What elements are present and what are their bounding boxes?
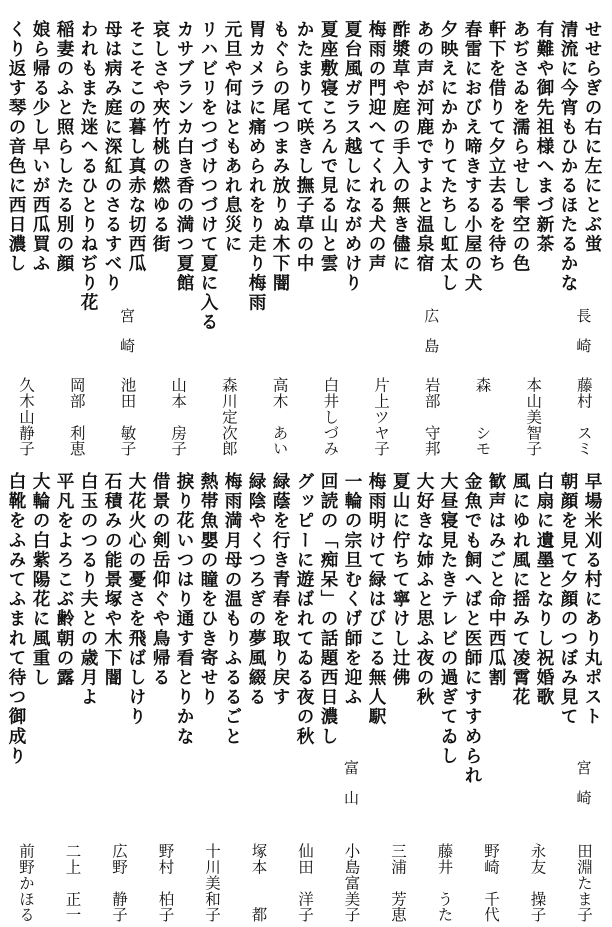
author-columns	[6, 308, 604, 456]
haiku-line: 梅雨満月母の温もりふるるごと	[222, 472, 242, 747]
author-name: 片上ツヤ子	[372, 376, 391, 456]
author-name: 本山美智子	[524, 376, 543, 456]
author-entry	[425, 760, 465, 922]
author-name: 白井しづみ	[321, 376, 340, 456]
author-entry	[361, 308, 401, 456]
author-name: 森 シモ	[473, 376, 492, 456]
haiku-columns	[6, 20, 604, 332]
author-name: 岡部 利恵	[67, 376, 86, 456]
haiku-line: かたまりて咲きし撫子草の中	[294, 20, 314, 274]
author-name: 二上 正一	[63, 842, 82, 922]
author-name: 小島富美子	[342, 842, 361, 922]
haiku-line: 稲妻のふと照らしたる別の顔	[54, 20, 74, 274]
author-name: 池田 敏子	[118, 376, 137, 456]
haiku-line: あぢさゐを濡らせし雫空の色	[510, 20, 530, 274]
author-entry	[107, 308, 147, 456]
author-entry	[462, 308, 502, 456]
haiku-line: 石積みの能景塚や木下闇	[102, 472, 122, 688]
author-entry	[412, 308, 452, 456]
author-entry	[332, 760, 372, 922]
haiku-line: 胃カメラに痛められをり走り梅雨	[246, 20, 266, 313]
author-name: 永友 操子	[528, 842, 547, 922]
haiku-line: 軒下を借りて夕立去るを待ち	[486, 20, 506, 274]
haiku-line: 白靴をふみてふまれて待つ御成り	[6, 472, 26, 766]
author-name: 藤村 スミ	[574, 376, 593, 456]
author-name: 野村 柏子	[156, 842, 175, 922]
haiku-line: グッピーに遊ばれてゐる夜の秋	[294, 472, 314, 747]
haiku-line: リハビリをつづけつづけて夏に入る	[198, 20, 218, 332]
haiku-line: 朝顔を見て夕顔のつぼみ見て	[558, 472, 578, 727]
author-name: 森川定次郎	[219, 376, 238, 456]
haiku-line: 熱帯魚嬰の瞳をひき寄せり	[198, 472, 218, 708]
prefecture-label: 宮崎	[574, 760, 593, 820]
haiku-line: 白玉のつるり夫との歳月よ	[78, 472, 98, 708]
haiku-line: 白扇に遺墨となりし祝婚歌	[534, 472, 554, 708]
haiku-line: カサブランカ白き香の満つ夏館	[174, 20, 194, 293]
haiku-line: 有難や御先祖様へまづ新茶	[534, 20, 554, 254]
author-entry	[260, 308, 300, 456]
haiku-line: 大輪の白紫陽花に風重し	[30, 472, 50, 688]
top-section	[0, 0, 612, 460]
author-entry	[285, 760, 325, 922]
haiku-line: 夏台風ガラス越しにながめけり	[342, 20, 362, 293]
haiku-line: 夏座敷寝ころんで見る山と雲	[318, 20, 338, 274]
author-entry	[239, 760, 279, 922]
author-entry	[471, 760, 511, 922]
author-name: 広野 静子	[110, 842, 128, 922]
haiku-line: 母は病み庭に深紅のさるすべり	[102, 20, 122, 293]
author-entry	[310, 308, 350, 456]
author-entry	[6, 760, 46, 922]
haiku-line: そこそこの暮し真赤な切西瓜	[126, 20, 146, 274]
haiku-line: 清流に今宵もひかるほたるかな	[558, 20, 578, 293]
haiku-line: 酢漿草や庭の手入の無き儘に	[390, 20, 410, 274]
haiku-line: もぐらの尾つまみ放りぬ木下闇	[270, 20, 290, 293]
prefecture-label: 宮崎	[117, 308, 136, 368]
author-name: 野崎 千代	[482, 842, 500, 922]
author-name: 塚本 都	[249, 842, 268, 922]
author-entry	[378, 760, 418, 922]
haiku-line: 一輪の宗旦むくげ師を迎ふ	[342, 472, 362, 708]
haiku-line: 大昼寝見たきテレビの過ぎてゐし	[438, 472, 458, 766]
haiku-line: くり返す琴の音色に西日濃し	[6, 20, 26, 274]
haiku-line: 元旦や何はともあれ息災に	[222, 20, 242, 254]
haiku-line: 捩り花いつはり通す看とりかな	[174, 472, 194, 747]
haiku-columns	[6, 472, 604, 786]
author-name: 山本 房子	[169, 376, 188, 456]
haiku-line: 借景の剣岳仰ぐや鳥帰る	[150, 472, 170, 688]
author-name: 久木山静子	[17, 376, 35, 456]
author-entry	[518, 760, 558, 922]
haiku-line: われもまた迷へるひとりねぢり花	[78, 20, 98, 313]
haiku-line: 歓声はみごと命中西瓜割	[486, 472, 506, 688]
author-name: 高木 あい	[270, 376, 289, 456]
haiku-line: 梅雨明けて緑はびこる無人駅	[366, 472, 386, 727]
haiku-line: 大花火心の憂さを飛ばしけり	[126, 472, 146, 727]
haiku-line: 風にゆれ風に揺みて凌霄花	[510, 472, 530, 708]
author-entry	[6, 308, 46, 456]
author-entry	[209, 308, 249, 456]
author-entry	[564, 760, 604, 922]
author-name: 前野かほる	[17, 842, 35, 922]
author-columns	[6, 760, 604, 922]
haiku-line: 平凡をよろこぶ齢朝の露	[54, 472, 74, 688]
haiku-line: 春雷におびえ啼きする小屋の犬	[462, 20, 482, 293]
author-entry	[158, 308, 198, 456]
haiku-line: 夏山に佇ちて寧けし辻佛	[390, 472, 410, 688]
prefecture-label: 長崎	[574, 308, 593, 368]
author-name: 藤井 うた	[435, 842, 454, 922]
haiku-line: 緑蔭を行き青春を取り戻す	[270, 472, 290, 708]
author-entry	[53, 760, 93, 922]
haiku-line: 哀しさや夾竹桃の燃ゆる街	[150, 20, 170, 254]
haiku-line: 金魚でも飼へばと医師にすすめられ	[462, 472, 482, 786]
haiku-line: 大好きな姉ふと思ふ夜の秋	[414, 472, 434, 708]
author-name: 十川美和子	[203, 842, 221, 922]
bottom-section	[0, 460, 612, 927]
author-entry	[513, 308, 553, 456]
haiku-line: 夕映えにかかりてたちし虹太し	[438, 20, 458, 293]
prefecture-label: 富山	[342, 760, 360, 820]
haiku-line: 梅雨の門迎へてくれる犬の声	[366, 20, 386, 274]
haiku-line: 回読の「痴呆」の話題西日濃し	[318, 472, 338, 747]
author-entry	[192, 760, 232, 922]
haiku-line: 早場米刈る村にあり丸ポスト	[582, 472, 602, 727]
author-name: 三浦 芳恵	[389, 842, 407, 922]
haiku-line: あの声が河鹿ですよと温泉宿	[414, 20, 434, 274]
author-entry	[146, 760, 186, 922]
author-entry	[564, 308, 604, 456]
haiku-line: 緑陰やくつろぎの夢風綴る	[246, 472, 266, 708]
author-entry	[57, 308, 97, 456]
author-name: 仙田 洋子	[296, 842, 314, 922]
author-name: 岩部 守邦	[422, 376, 441, 456]
author-name: 田淵たま子	[575, 842, 593, 922]
author-entry	[99, 760, 139, 922]
haiku-line: せせらぎの右に左にとぶ蛍	[582, 20, 602, 254]
haiku-line: 娘ら帰る少し早いが西瓜買ふ	[30, 20, 50, 274]
prefecture-label: 広島	[422, 308, 441, 368]
